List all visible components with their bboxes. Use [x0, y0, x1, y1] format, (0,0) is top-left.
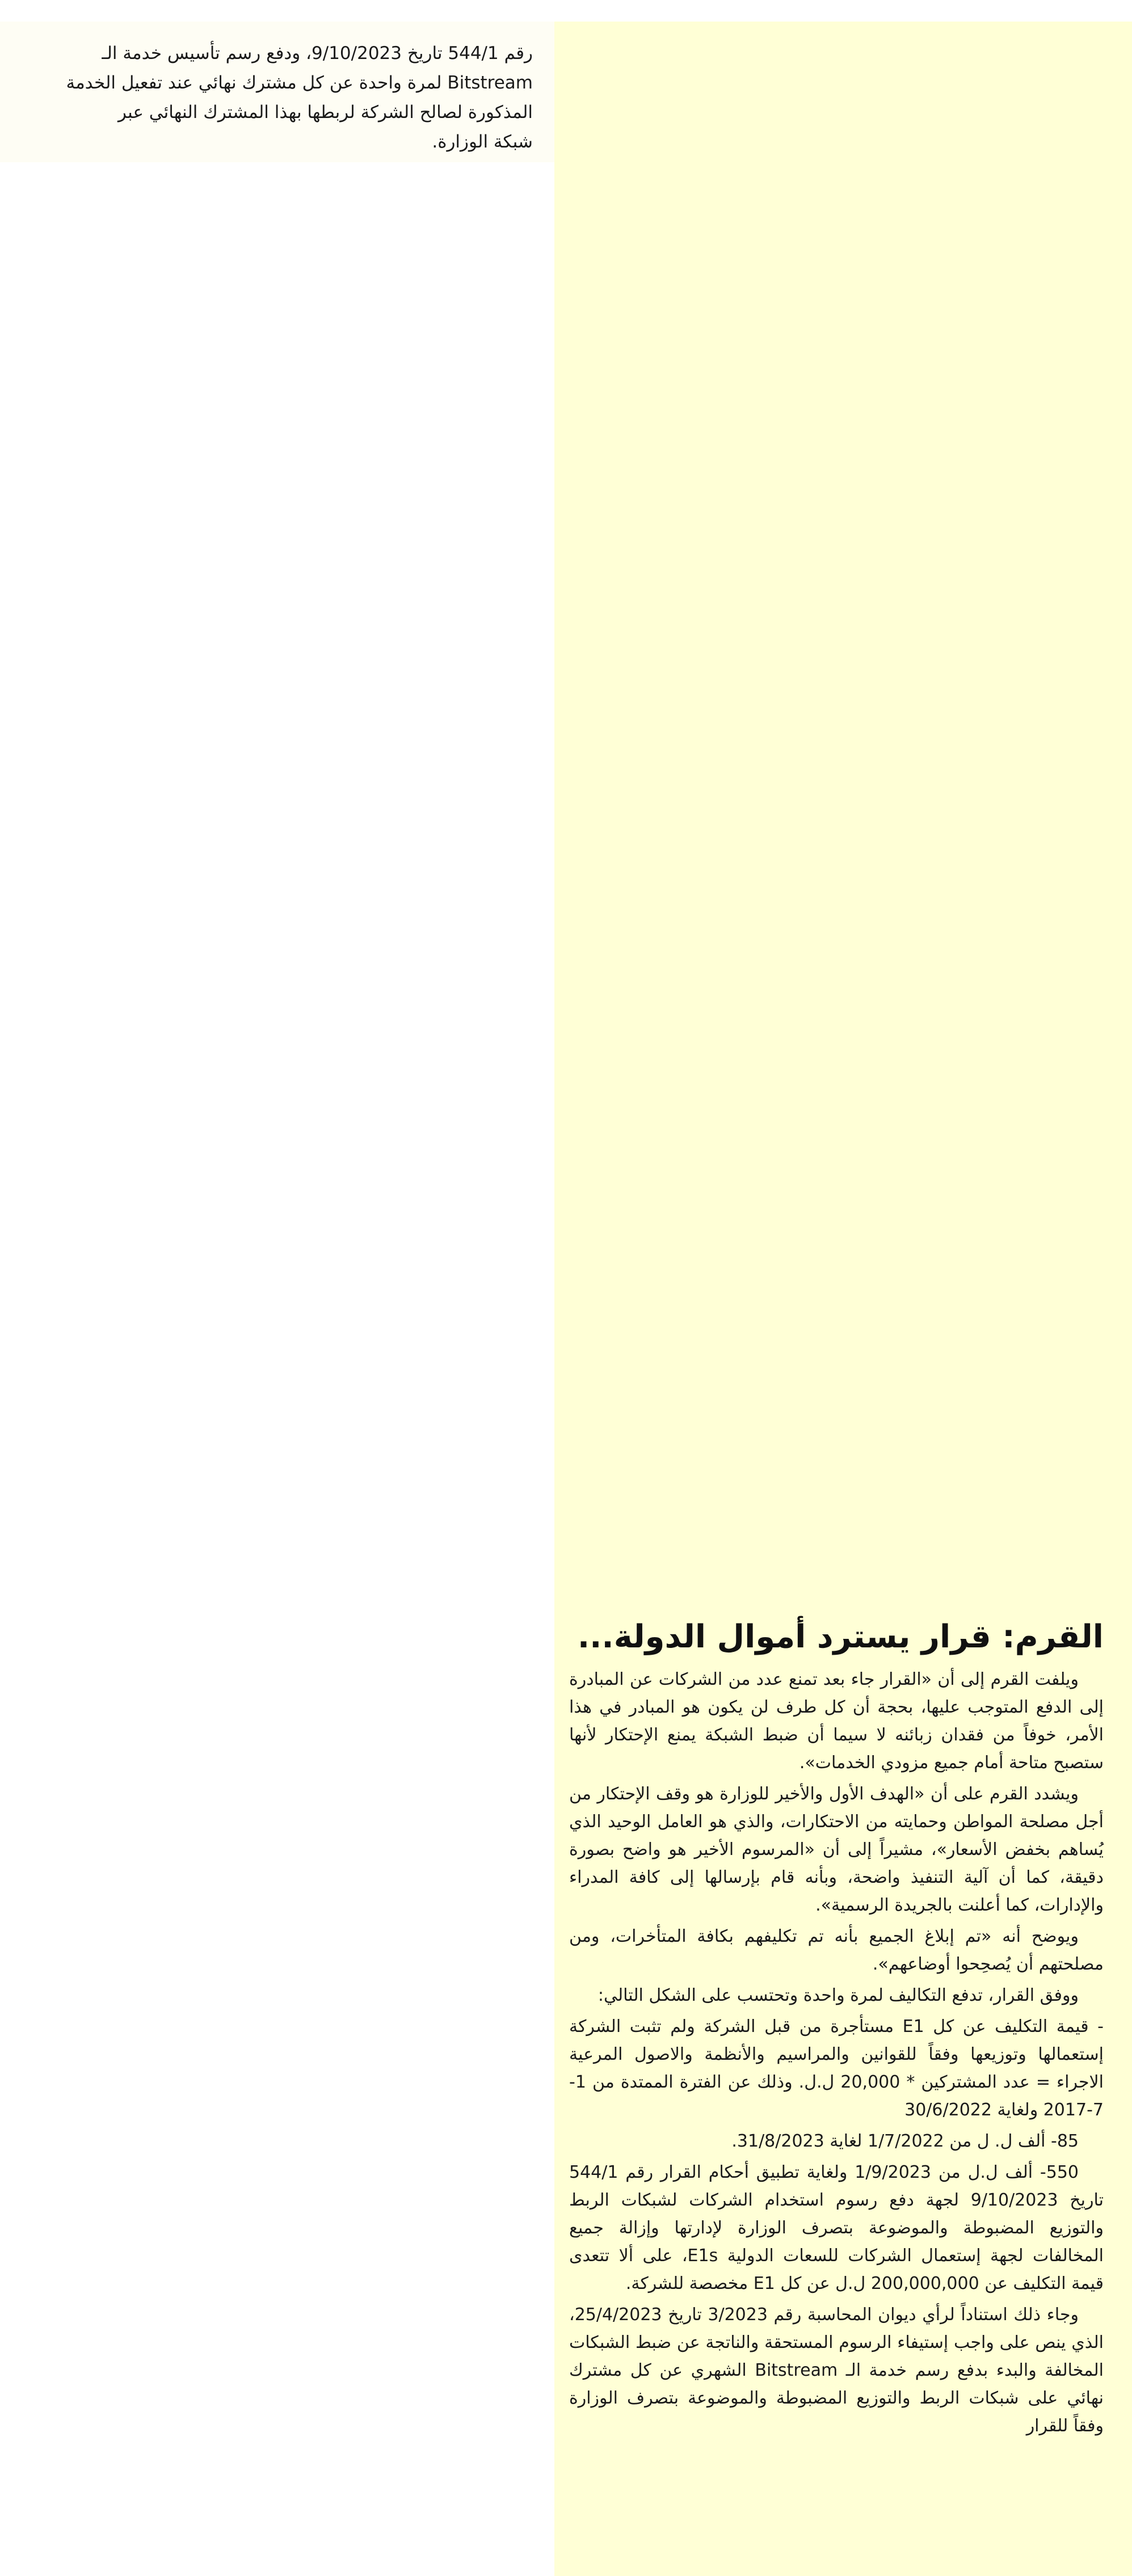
- article: [569, 1617, 1104, 2443]
- article-paragraph: وجاء ذلك استناداً لرأي ديوان المحاسبة رقم 3/2023 تاريخ 25/4/2023، الذي ينص على واجب إستيفاء الرسوم المستحقة والناتجة عن ضبط الشبكات المخالفة والبدء بدفع رسم خدمة الـ Bitstream الشهري عن كل مشترك نهائي على شبكات الربط والتوزيع المضبوطة والموضوعة بتصرف الوزارة وفقاً للقرار: [569, 2305, 1104, 2436]
- fragment-line: رقم 544/1 تاريخ 9/10/2023، ودفع رسم تأسيس خدمة الـ: [102, 43, 533, 64]
- article-paragraph: ويوضح أنه «تم إبلاغ الجميع بأنه تم تكليفهم بكافة المتأخرات، ومن مصلحتهم أن يُصحِحوا أوضاعهم».: [569, 1926, 1104, 1974]
- article-paragraph: ويلفت القرم إلى أن «القرار جاء بعد تمنع عدد من الشركات عن المبادرة إلى الدفع المتوجب عليها، بحجة أن كل طرف لن يكون هو المبادر في هذا الأمر، خوفاً من فقدان زبائنه لا سيما أن ضبط الشبكة يمنع الإحتكار لأنها ستصبح متاحة أمام جميع مزودي الخدمات».: [569, 1669, 1104, 1773]
- fragment-line: شبكة الوزارة.: [432, 132, 533, 152]
- article-paragraph: - قيمة التكليف عن كل E1 مستأجرة من قبل الشركة ولم تثبت الشركة إستعمالها وتوزيعها وفقاً للقوانين والمراسيم والأنظمة والاصول المرعية الاجراء = عدد المشتركين * 20,000 ل.ل. وذلك عن الفترة الممتدة من 1-7-2017 ولغاية 30/6/2022: [569, 2017, 1104, 2120]
- article-paragraph: ووفق القرار، تدفع التكاليف لمرة واحدة وتحتسب على الشكل التالي:: [597, 1985, 1079, 2005]
- fragment-line: Bitstream لمرة واحدة عن كل مشترك نهائي عند تفعيل الخدمة: [66, 73, 533, 93]
- article-paragraph: 85- ألف ل. ل من 1/7/2022 لغاية 31/8/2023.: [731, 2131, 1079, 2151]
- fragment-line: المذكورة لصالح الشركة لربطها بهذا المشترك النهائي عبر: [118, 102, 533, 123]
- article-paragraph: 550- ألف ل.ل من 1/9/2023 ولغاية تطبيق أحكام القرار رقم 544/1 تاريخ 9/10/2023 لجهة دفع رسوم استخدام الشركات لشبكات الربط والتوزيع المضبوطة والموضوعة بتصرف الوزارة لإدارتها وإزالة جميع المخالفات لجهة إستعمال الشركات للسعات الدولية E1s، على ألا تتعدى قيمة التكليف عن 200,000,000 ل.ل عن كل E1 مخصصة للشركة.: [569, 2162, 1104, 2293]
- previous-column-fragment: [0, 22, 554, 162]
- previous-column-text: [0, 39, 533, 157]
- article-headline: القرم: قرار يسترد أموال الدولة...: [577, 1618, 1104, 1655]
- article-paragraph: ويشدد القرم على أن «الهدف الأول والأخير للوزارة هو وقف الإحتكار من أجل مصلحة المواطن وحمايته من الاحتكارات، والذي هو العامل الوحيد الذي يُساهم بخفض الأسعار»، مشيراً إلى أن «المرسوم الأخير هو واضح بصورة دقيقة، كما أن آلية التنفيذ واضحة، وبأنه قام بإرسالها إلى كافة المدراء والإدارات، كما أعلنت بالجريدة الرسمية».: [569, 1784, 1104, 1915]
